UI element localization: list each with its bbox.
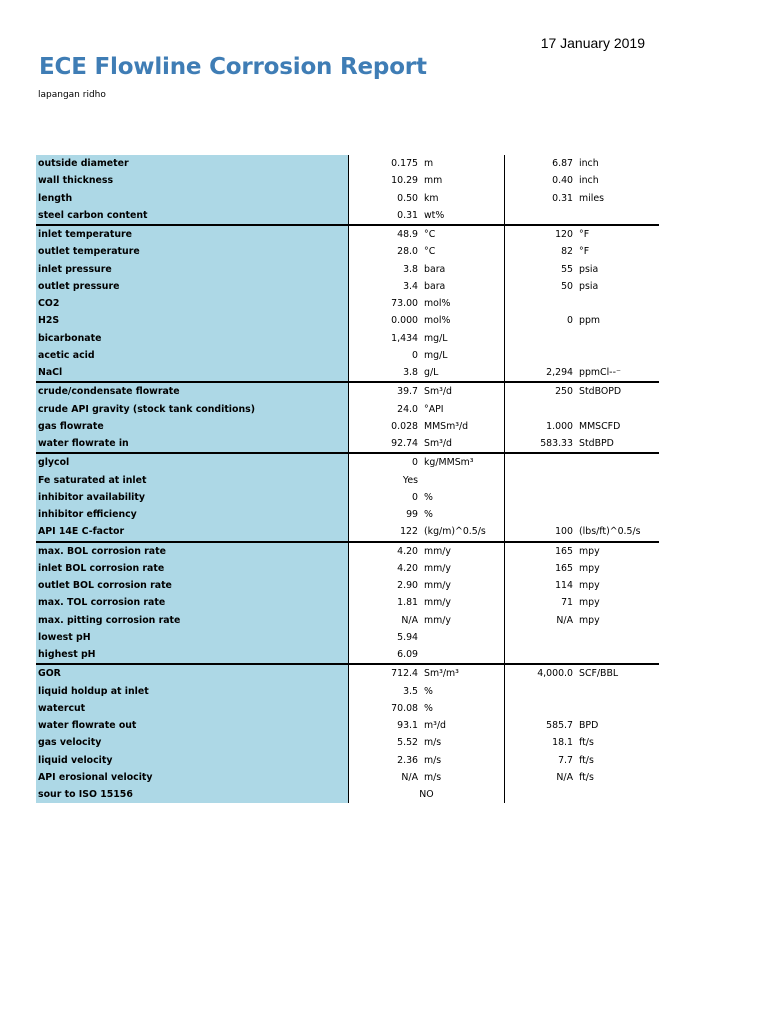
metric-unit: wt% xyxy=(421,207,505,225)
table-row xyxy=(36,207,659,225)
imperial-unit xyxy=(576,683,659,700)
imperial-value xyxy=(505,347,577,364)
table-row xyxy=(36,594,659,611)
imperial-value: 585.7 xyxy=(546,720,573,732)
row-label: steel carbon content xyxy=(36,207,349,225)
table-row xyxy=(36,243,659,260)
metric-value: N/A xyxy=(401,614,418,626)
table-row xyxy=(36,542,659,560)
table-row xyxy=(36,190,659,207)
metric-value: 5.52 xyxy=(397,737,418,749)
imperial-unit: mpy xyxy=(579,562,600,574)
imperial-unit: psia xyxy=(579,263,599,275)
imperial-value: 6.87 xyxy=(552,158,573,170)
metric-value: 92.74 xyxy=(391,438,418,450)
table-row xyxy=(36,506,659,523)
imperial-value: 0 xyxy=(567,315,573,327)
imperial-value xyxy=(505,401,577,418)
imperial-value xyxy=(505,489,577,506)
metric-value: 10.29 xyxy=(391,175,418,187)
metric-unit: mm/y xyxy=(421,542,505,560)
imperial-unit xyxy=(576,401,659,418)
imperial-value: 114 xyxy=(555,580,573,592)
table-body xyxy=(36,155,659,803)
row-label: gas flowrate xyxy=(36,418,349,435)
metric-unit: mol% xyxy=(421,295,505,312)
row-label: max. BOL corrosion rate xyxy=(36,542,349,560)
row-label: liquid holdup at inlet xyxy=(36,683,349,700)
imperial-value: N/A xyxy=(556,771,573,783)
imperial-unit xyxy=(576,295,659,312)
imperial-unit: SCF/BBL xyxy=(576,664,659,682)
metric-unit: m/s xyxy=(421,752,505,769)
metric-value: 122 xyxy=(400,526,418,538)
metric-unit: km xyxy=(421,190,505,207)
row-label: API 14E C-factor xyxy=(36,523,349,541)
report-title: ECE Flowline Corrosion Report xyxy=(39,54,427,80)
metric-value: NO xyxy=(349,786,505,803)
metric-value: 4.20 xyxy=(397,562,418,574)
row-label: GOR xyxy=(36,664,349,682)
imperial-value: 50 xyxy=(561,280,573,292)
report-subtitle: lapangan ridho xyxy=(38,90,106,100)
row-label: outside diameter xyxy=(36,155,349,172)
imperial-unit: ft/s xyxy=(579,737,594,749)
metric-unit: % xyxy=(421,506,505,523)
metric-unit: m³/d xyxy=(421,717,505,734)
table-row xyxy=(36,330,659,347)
imperial-unit: ppmCl--⁻ xyxy=(579,367,621,379)
table-row xyxy=(36,312,659,329)
metric-value: 4.20 xyxy=(349,542,422,560)
table-row xyxy=(36,382,659,400)
imperial-value: 71 xyxy=(561,597,573,609)
row-label: liquid velocity xyxy=(36,752,349,769)
metric-unit: mg/L xyxy=(421,330,505,347)
imperial-value xyxy=(505,207,577,225)
row-label: crude/condensate flowrate xyxy=(36,382,349,400)
metric-value: 0 xyxy=(412,349,418,361)
row-label: inhibitor efficiency xyxy=(36,506,349,523)
metric-unit: mm/y xyxy=(421,560,505,577)
row-label: H2S xyxy=(36,312,349,329)
table-row xyxy=(36,646,659,664)
imperial-unit: miles xyxy=(579,192,604,204)
imperial-value: 0.40 xyxy=(552,175,573,187)
metric-value: 3.5 xyxy=(403,685,418,697)
table-row xyxy=(36,683,659,700)
imperial-unit xyxy=(576,506,659,523)
metric-unit: m xyxy=(421,155,505,172)
imperial-value: N/A xyxy=(556,614,573,626)
imperial-unit xyxy=(576,786,659,803)
imperial-value xyxy=(505,295,577,312)
imperial-unit: ft/s xyxy=(579,754,594,766)
table-row xyxy=(36,752,659,769)
row-label: CO2 xyxy=(36,295,349,312)
metric-value: 28.0 xyxy=(397,246,418,258)
table-row xyxy=(36,786,659,803)
table-row xyxy=(36,155,659,172)
metric-unit: Sm³/d xyxy=(421,382,505,400)
imperial-value: 0.31 xyxy=(552,192,573,204)
row-label: crude API gravity (stock tank conditions) xyxy=(36,401,349,418)
imperial-unit: mpy xyxy=(579,580,600,592)
metric-unit: g/L xyxy=(421,364,505,382)
imperial-value: 2,294 xyxy=(546,367,573,379)
metric-value: 0 xyxy=(349,453,422,471)
metric-unit: m/s xyxy=(421,734,505,751)
row-label: max. TOL corrosion rate xyxy=(36,594,349,611)
metric-value: 70.08 xyxy=(391,702,418,714)
table-row xyxy=(36,172,659,189)
imperial-unit: mpy xyxy=(579,614,600,626)
imperial-value xyxy=(505,506,577,523)
imperial-unit: ft/s xyxy=(579,771,594,783)
metric-value: Yes xyxy=(402,474,418,486)
imperial-unit: °F xyxy=(579,246,590,258)
row-label: outlet BOL corrosion rate xyxy=(36,577,349,594)
imperial-value: 100 xyxy=(555,526,573,538)
row-label: gas velocity xyxy=(36,734,349,751)
imperial-value xyxy=(505,646,577,664)
imperial-value xyxy=(505,472,577,489)
metric-unit: bara xyxy=(421,278,505,295)
imperial-unit: °F xyxy=(576,225,659,243)
row-label: outlet temperature xyxy=(36,243,349,260)
metric-value: N/A xyxy=(401,771,418,783)
imperial-value: 7.7 xyxy=(558,754,573,766)
imperial-value: 120 xyxy=(505,225,577,243)
metric-value: 24.0 xyxy=(397,403,418,415)
table-row xyxy=(36,769,659,786)
table-row xyxy=(36,225,659,243)
imperial-value: 18.1 xyxy=(552,737,573,749)
table-row xyxy=(36,734,659,751)
imperial-unit: ppm xyxy=(579,315,601,327)
row-label: acetic acid xyxy=(36,347,349,364)
imperial-unit xyxy=(576,700,659,717)
metric-unit: mg/L xyxy=(421,347,505,364)
metric-value: 2.36 xyxy=(397,754,418,766)
metric-value: 1,434 xyxy=(391,332,418,344)
metric-unit: mm/y xyxy=(421,594,505,611)
row-label: wall thickness xyxy=(36,172,349,189)
table-row xyxy=(36,347,659,364)
metric-value: 0.028 xyxy=(391,420,418,432)
imperial-unit xyxy=(576,207,659,225)
imperial-value: 583.33 xyxy=(540,438,573,450)
table-row xyxy=(36,435,659,453)
imperial-value xyxy=(505,453,577,471)
metric-value: 73.00 xyxy=(391,298,418,310)
imperial-unit: MMSCFD xyxy=(579,420,621,432)
row-label: Fe saturated at inlet xyxy=(36,472,349,489)
imperial-value xyxy=(505,700,577,717)
imperial-value: 165 xyxy=(505,542,577,560)
row-label: glycol xyxy=(36,453,349,471)
metric-value: 93.1 xyxy=(397,720,418,732)
row-label: outlet pressure xyxy=(36,278,349,295)
imperial-unit: inch xyxy=(579,158,599,170)
metric-value: 3.8 xyxy=(403,367,418,379)
imperial-unit: mpy xyxy=(576,542,659,560)
metric-unit: (kg/m)^0.5/s xyxy=(421,523,505,541)
imperial-value: 165 xyxy=(555,562,573,574)
imperial-value: 250 xyxy=(505,382,577,400)
metric-value: 6.09 xyxy=(397,649,418,661)
metric-unit: % xyxy=(421,700,505,717)
row-label: length xyxy=(36,190,349,207)
metric-value: 712.4 xyxy=(349,664,422,682)
imperial-value xyxy=(505,629,577,646)
metric-value: 0 xyxy=(412,491,418,503)
metric-unit: °C xyxy=(421,225,505,243)
metric-unit: % xyxy=(421,489,505,506)
imperial-unit xyxy=(576,330,659,347)
metric-value: 1.81 xyxy=(397,597,418,609)
metric-unit: kg/MMSm³ xyxy=(421,453,505,471)
metric-unit: Sm³/m³ xyxy=(421,664,505,682)
imperial-unit xyxy=(576,472,659,489)
row-label: water flowrate in xyxy=(36,435,349,453)
imperial-value: 4,000.0 xyxy=(505,664,577,682)
row-label: bicarbonate xyxy=(36,330,349,347)
metric-value: 99 xyxy=(406,509,418,521)
row-label: water flowrate out xyxy=(36,717,349,734)
table-row xyxy=(36,523,659,541)
imperial-unit xyxy=(576,629,659,646)
metric-unit: MMSm³/d xyxy=(421,418,505,435)
metric-unit: °C xyxy=(421,243,505,260)
table-row xyxy=(36,560,659,577)
row-label: inhibitor availability xyxy=(36,489,349,506)
imperial-unit: mpy xyxy=(579,597,600,609)
metric-unit: mm/y xyxy=(421,612,505,629)
table-row xyxy=(36,612,659,629)
imperial-unit xyxy=(576,453,659,471)
imperial-unit xyxy=(576,489,659,506)
metric-unit: Sm³/d xyxy=(421,435,505,453)
metric-value: 39.7 xyxy=(349,382,422,400)
metric-value: 0.31 xyxy=(397,209,418,221)
row-label: highest pH xyxy=(36,646,349,664)
imperial-unit: StdBPD xyxy=(579,438,614,450)
table-row xyxy=(36,418,659,435)
table-row xyxy=(36,629,659,646)
table-row xyxy=(36,261,659,278)
row-label: inlet BOL corrosion rate xyxy=(36,560,349,577)
table-row xyxy=(36,489,659,506)
table-row xyxy=(36,278,659,295)
row-label: inlet temperature xyxy=(36,225,349,243)
imperial-value xyxy=(505,683,577,700)
corrosion-data-table xyxy=(36,155,659,803)
table-row xyxy=(36,472,659,489)
table-row xyxy=(36,577,659,594)
imperial-value xyxy=(505,786,577,803)
metric-value: 3.4 xyxy=(403,280,418,292)
metric-unit: mm xyxy=(421,172,505,189)
metric-value: 2.90 xyxy=(397,580,418,592)
imperial-value: 55 xyxy=(561,263,573,275)
row-label: sour to ISO 15156 xyxy=(36,786,349,803)
metric-unit: bara xyxy=(421,261,505,278)
metric-unit: °API xyxy=(421,401,505,418)
table-row xyxy=(36,664,659,682)
metric-unit: mm/y xyxy=(421,577,505,594)
row-label: NaCl xyxy=(36,364,349,382)
imperial-unit: inch xyxy=(579,175,599,187)
table-row xyxy=(36,700,659,717)
row-label: max. pitting corrosion rate xyxy=(36,612,349,629)
row-label: watercut xyxy=(36,700,349,717)
imperial-value: 82 xyxy=(561,246,573,258)
imperial-value xyxy=(505,330,577,347)
table-row xyxy=(36,401,659,418)
metric-unit xyxy=(421,472,505,489)
imperial-unit: (lbs/ft)^0.5/s xyxy=(579,526,641,538)
metric-value: 3.8 xyxy=(403,263,418,275)
table-row xyxy=(36,453,659,471)
imperial-unit: StdBOPD xyxy=(576,382,659,400)
metric-unit: mol% xyxy=(421,312,505,329)
metric-unit: % xyxy=(421,683,505,700)
table-row xyxy=(36,717,659,734)
imperial-unit xyxy=(576,646,659,664)
metric-value: 0.175 xyxy=(391,158,418,170)
row-label: API erosional velocity xyxy=(36,769,349,786)
metric-value: 0.50 xyxy=(397,192,418,204)
imperial-value: 1.000 xyxy=(546,420,573,432)
imperial-unit xyxy=(576,347,659,364)
metric-value: 48.9 xyxy=(349,225,422,243)
table-row xyxy=(36,295,659,312)
metric-value: 0.000 xyxy=(391,315,418,327)
imperial-unit: psia xyxy=(579,280,599,292)
table-row xyxy=(36,364,659,382)
metric-unit xyxy=(421,629,505,646)
row-label: lowest pH xyxy=(36,629,349,646)
row-label: inlet pressure xyxy=(36,261,349,278)
metric-value: 5.94 xyxy=(397,631,418,643)
imperial-unit: BPD xyxy=(579,720,599,732)
report-date: 17 January 2019 xyxy=(540,35,645,51)
metric-unit: m/s xyxy=(421,769,505,786)
metric-unit xyxy=(421,646,505,664)
